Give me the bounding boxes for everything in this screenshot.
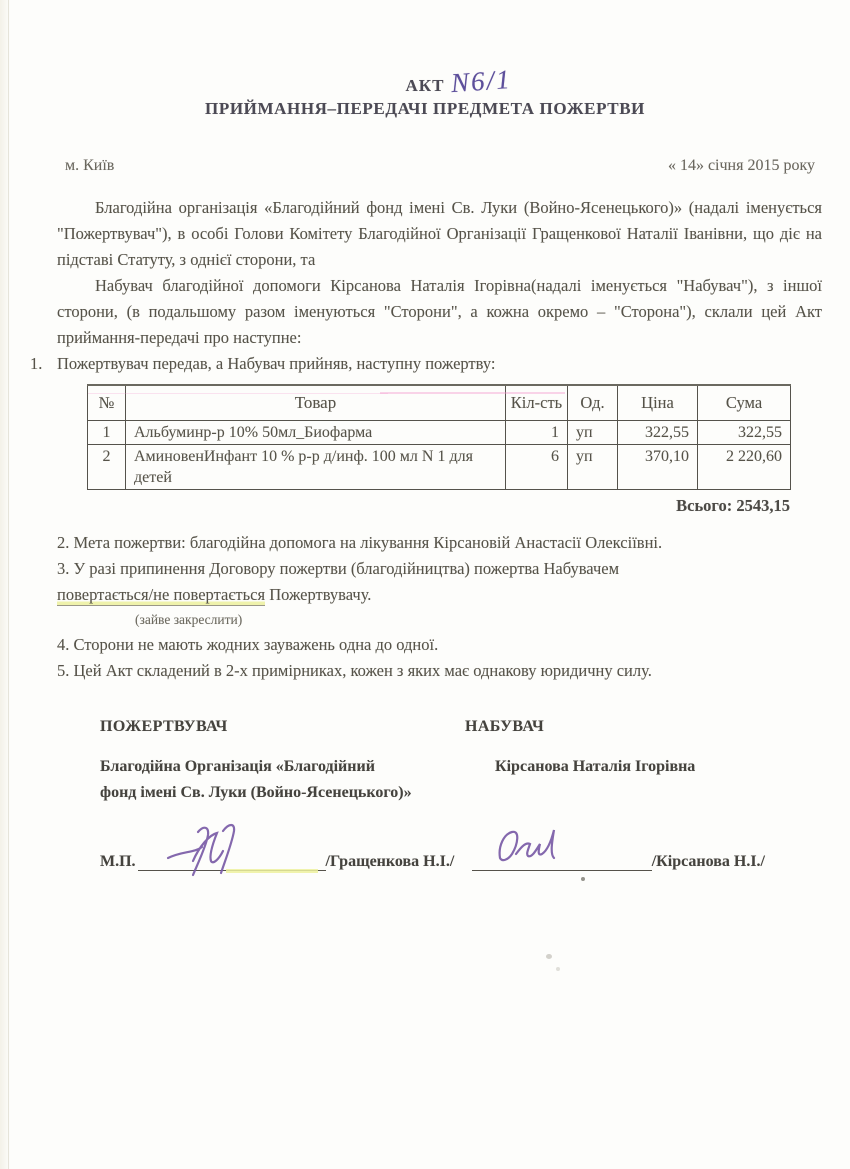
table-header-num: № — [88, 385, 126, 421]
scan-edge-line — [8, 0, 9, 1169]
cell-price: 370,10 — [618, 445, 698, 490]
cell-item: Альбуминр-р 10% 50мл_Биофарма — [126, 421, 506, 445]
clause-3-line2 — [57, 582, 822, 608]
cell-num: 1 — [88, 421, 126, 445]
paragraph-recipient: Набувач благодійної допомоги Кірсанова Наталія Ігорівна(надалі іменується "Набувач"), з іншої сторони, (в подальшому разом іменуються "Сторони", а кожна окремо – "Сторона"), склали цей Акт приймання-передачі про наступне: — [57, 276, 822, 347]
table-row — [88, 445, 791, 490]
title-block — [0, 0, 850, 119]
donor-organization-name — [100, 754, 495, 806]
list-number: 1. — [30, 354, 43, 373]
scan-pink-artifact — [88, 393, 388, 394]
clause-4: 4. Сторони не мають жодних зауважень одна до одної. — [57, 635, 439, 654]
donor-org-line1: Благодійна Організація «Благодійний — [100, 758, 375, 775]
table-total: Всього: 2543,15 — [676, 496, 790, 515]
date-label: « 14» січня 2015 року — [667, 157, 815, 174]
cell-qty: 1 — [506, 421, 568, 445]
table-header-sum: Сума — [698, 385, 791, 421]
cell-num: 2 — [88, 445, 126, 490]
signature-lines-row — [0, 852, 850, 871]
cell-price: 322,55 — [618, 421, 698, 445]
clause-3-note: (зайве закреслити) — [135, 612, 243, 627]
clause-3-line1: 3. У разі припинення Договору пожертви (благодійництва) пожертва Набувачем — [57, 559, 620, 578]
table-header-price: Ціна — [618, 385, 698, 421]
donor-signature-name: /Гращенкова Н.І./ — [325, 853, 455, 870]
table-row — [88, 421, 791, 445]
scan-speck — [556, 967, 560, 971]
clause-3-tail: Пожертвувачу. — [265, 585, 372, 604]
table-header-item: Товар — [126, 385, 506, 421]
donation-items-table — [87, 384, 791, 490]
highlighter-mark — [226, 869, 318, 873]
paragraph-donor: Благодійна організація «Благодійний фонд імені Св. Луки (Войно-Ясенецького)» (надалі іменується "Пожертвувач"), в особі Голови Комітету Благодійної Організації Гращенкової Наталії Іванівни, що діє на підставі Статуту, з однієї сторони, та — [57, 198, 822, 269]
table-header-unit: Од. — [568, 385, 618, 421]
recipient-person-name: Кірсанова Наталія Ігорівна — [495, 758, 696, 775]
signature-roles-row — [0, 718, 850, 736]
cell-qty: 6 — [506, 445, 568, 490]
stamp-place-label: М.П. — [100, 853, 136, 870]
clauses-block — [57, 530, 822, 684]
signature-names-row — [0, 754, 850, 806]
recipient-signature-name: /Кірсанова Н.І./ — [651, 853, 765, 870]
cell-unit: уп — [568, 421, 618, 445]
doc-title-row — [0, 63, 850, 99]
donor-signature-group — [100, 852, 454, 871]
city-date-row — [0, 157, 850, 175]
cell-sum: 322,55 — [698, 421, 791, 445]
scan-pink-artifact — [380, 392, 565, 394]
clause-5: 5. Цей Акт складений в 2-х примірниках, кожен з яких має однакову юридичну силу. — [57, 661, 652, 680]
cell-sum: 2 220,60 — [698, 445, 791, 490]
donor-org-line2: фонд імені Св. Луки (Войно-Ясенецького)» — [100, 784, 412, 801]
clause-3-underlined-choice: повертається/не повертається — [57, 585, 266, 604]
list-item-1 — [30, 351, 822, 377]
doc-title-act: АКТ — [405, 76, 445, 95]
scan-speck — [546, 954, 552, 959]
scan-speck — [581, 877, 585, 881]
table-header-row — [88, 385, 791, 421]
cell-unit: уп — [568, 445, 618, 490]
city-label: м. Київ — [65, 157, 115, 174]
doc-subtitle: ПРИЙМАННЯ–ПЕРЕДАЧІ ПРЕДМЕТА ПОЖЕРТВИ — [205, 99, 645, 118]
cell-item: АминовенИнфант 10 % р-р д/инф. 100 мл N 1 для детей — [126, 445, 506, 490]
donor-role-heading: ПОЖЕРТВУВАЧ — [100, 718, 228, 735]
list-text: Пожертвувач передав, а Набувач прийняв, наступну пожертву: — [57, 354, 496, 373]
table-header-qty: Кіл-сть — [506, 385, 568, 421]
handwritten-act-number: N6/1 — [449, 63, 513, 99]
recipient-signature-group — [472, 852, 765, 871]
recipient-signature-line — [472, 852, 652, 871]
donor-signature-line — [138, 852, 326, 871]
recipient-role-heading: НАБУВАЧ — [465, 718, 545, 735]
recipient-signature-ink — [490, 824, 600, 874]
clause-2: 2. Мета пожертви: благодійна допомога на лікування Кірсановій Анастасії Олексіївні. — [57, 533, 663, 552]
